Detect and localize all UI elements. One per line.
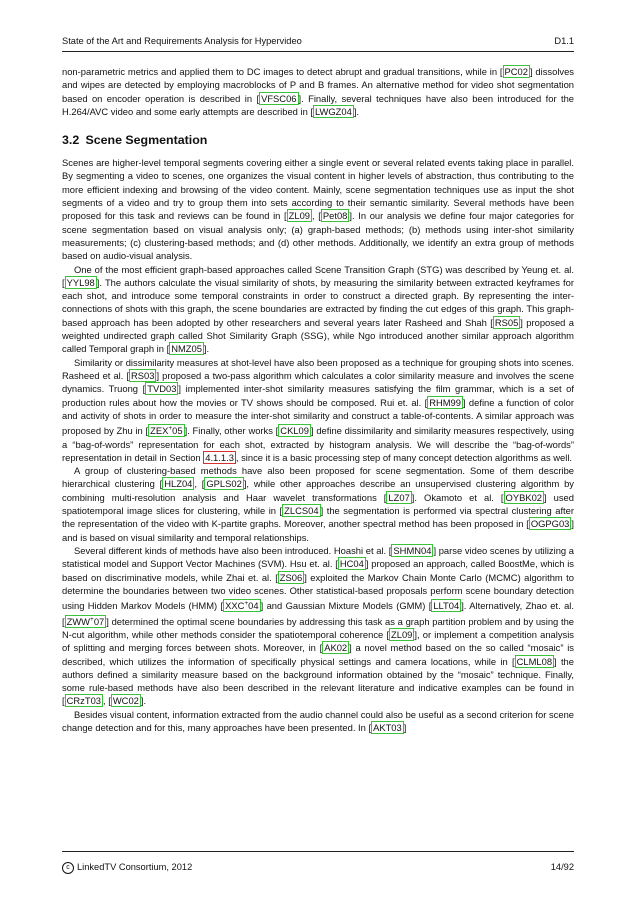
section-number: 3.2	[62, 133, 80, 148]
citation-link[interactable]: LLT04	[433, 600, 460, 612]
header-document-title: State of the Art and Requirements Analysis for Hypervideo	[62, 36, 302, 46]
citation-link[interactable]: HLZ04	[164, 478, 193, 490]
citation-link[interactable]: RS05	[494, 316, 519, 328]
citation-link[interactable]: SHMN04	[393, 544, 432, 556]
citation-link[interactable]: WC02	[112, 695, 139, 707]
citation-link[interactable]: ZL09	[288, 210, 311, 222]
citation-link[interactable]: XXC+04	[225, 600, 259, 612]
citation-link[interactable]: OGPG03	[530, 518, 570, 530]
paragraph-intro: non-parametric metrics and applied them to DC images to detect abrupt and gradual transitions, while in [ PC02 ] dissolves and wipes are detected by employing macroblocks of P and B frames. An alternative method for video shot segmentation based on encoder operation is described in [ VFSC06 ]. Finally, several techniques have also been introduced for the H.264/AVC video and some early attempts are described in [ LWGZ04 ].	[62, 66, 574, 117]
section-title: Scene Segmentation	[85, 133, 208, 148]
citation-link[interactable]: ZLCS04	[284, 505, 319, 517]
citation-link[interactable]: ZS06	[279, 571, 303, 583]
citation-link[interactable]: Pet08	[322, 210, 348, 222]
citation-link[interactable]: CLML08	[516, 655, 553, 667]
citation-link[interactable]: ZWW+07	[66, 615, 105, 627]
section-heading	[62, 132, 574, 148]
section-reference-link[interactable]: 4.1.1.3	[205, 451, 234, 463]
citation-link[interactable]: LZ07	[388, 491, 410, 503]
citation-link[interactable]: CRzT03	[66, 695, 101, 707]
paragraph-similarity: Similarity or dissimilarity measures at shot-level have also been proposed as a technique for grouping shots into scenes. Rasheed et al. [ RS03 ] proposed a two-pass algorithm which calculates a color similarity measure and involves the scene dynamics. Truong [ TVD03 ] implemented inter-shot similarity measures satisfying the film grammar, which is a set of production rules about how the movies or TV shows should be composed. Rui et. al. [ RHM99 ] define a function of color and activity of shots in order to measure the inter-shot similarity and construct a table-of-contents. A similar approach was proposed by Zhu in [ ZEX+05 ]. Finally, other works [ CKL09 ] define dissimilarity and similarity measures respectively, using a “bag-of-words” representation for each shot, extracted by histogram analysis. We will describe the “bag-of-words” representation in detail in Section 4.1.1.3 , since it is a basic processing step of many concept detection algorithms as well.	[62, 356, 575, 463]
citation-link[interactable]: NMZ05	[171, 343, 202, 355]
citation-link[interactable]: HC04	[339, 558, 364, 570]
citation-link[interactable]: LWGZ04	[315, 105, 352, 117]
paragraph-graph-based: One of the most efficient graph-based approaches called Scene Transition Graph (STG) was described by Yeung et. al. [ YYL98 ]. The authors calculate the visual similarity of shots, by measuring the similarity between extracted keyframes for each shot, and introduce some temporal constraints in order to construct a directed graph. By representing the inter-connections of shots with this graph, the scene boundaries are extracted by finding the cut edges of this graph. This graph-based approach has been adopted by other researchers and several years later Rasheed and Shah [ RS05 ] proposed a weighted undirected graph called Shot Similarity Graph (SSG), while Ngo introduced another similar approach algorithm called Temporal graph in [ NMZ05 ].	[62, 263, 574, 355]
paragraph-other-methods: Several different kinds of methods have also been introduced. Hoashi et al. [ SHMN04 ] parse video scenes by utilizing a statistical model and Support Vector Machines (SVM). Hsu et. al. [ HC04 ] proposed an approach, called BoostMe, which is based on discriminative models, while Zhai et. al. [ ZS06 ] exploited the Markov Chain Monte Carlo (MCMC) algorithm to determine the boundaries between two video scenes. Other statistical-based proposals perform scene boundary detection using Hidden Markov Models (HMM) [ XXC+04 ] and Gaussian Mixture Models (GMM) [ LLT04 ]. Alternatively, Zhao et. al. [ ZWW+07 ] determined the optimal scene boundaries by addressing this task as a graph partition problem and by using the N-cut algorithm, while other methods consider the spatiotemporal coherence [ ZL09 ], or implement a competition analysis of splitting and merging forces between shots. Moreover, in [ AK02 ] a novel method based on the so called “mosaic” is described, which utilizes the information of specifically physical settings and camera locations, while in [ CLML08 ] the authors defined a similarity measure based on the background information obtained by the “mosaic” technique. Finally, some rule-based methods have also been described in the relevant literature and indicative examples can be found in [ CRzT03 , [ WC02 ].	[62, 544, 574, 707]
page-header	[62, 34, 574, 48]
header-deliverable-id: D1.1	[554, 36, 574, 46]
citation-link[interactable]: YYL98	[66, 276, 95, 288]
citation-link[interactable]: GPLS02	[206, 478, 242, 490]
header-rule	[62, 51, 574, 52]
copyright-icon: c	[62, 862, 74, 874]
citation-link[interactable]: RS03	[131, 369, 155, 381]
citation-link[interactable]: AK02	[324, 642, 348, 654]
citation-link[interactable]: CKL09	[280, 425, 309, 437]
citation-link[interactable]: ZEX+05	[150, 425, 183, 437]
citation-link[interactable]: AKT03	[373, 722, 402, 734]
page-body	[62, 65, 574, 734]
footer-consortium: LinkedTV Consortium, 2012	[77, 862, 193, 872]
footer-page-number: 14/92	[550, 862, 574, 872]
citation-link[interactable]: PC02	[504, 66, 528, 77]
citation-link[interactable]: TVD03	[147, 383, 177, 395]
footer-copyright	[62, 860, 192, 874]
paragraph-scenes: Scenes are higher-level temporal segments covering either a single event or several related events taking place in parallel. By segmenting a video to scenes, one organizes the visual content in higher levels of abstraction, thus contributing to the more efficient indexing and browsing of the video content. Mainly, scene segmentation techniques use as input the shot segments of a video and try to group them into sets according to their semantic similarity. Several methods have been proposed for this task and reviews can be found in [ ZL09 , [ Pet08 ]. In our analysis we define four major categories for scene segmentation based on visual analysis only; (a) graph-based methods; (b) methods using inter-shot similarity measurements; (c) clustering-based methods; and (d) other methods. Additionally, we identify an extra group of methods based on audio-visual analysis.	[62, 157, 574, 262]
page-footer	[62, 860, 574, 874]
citation-link[interactable]: RHM99	[429, 396, 461, 408]
citation-link[interactable]: OYBK02	[505, 491, 543, 503]
paragraph-audio: Besides visual content, information extracted from the audio channel could also be useful as a second criterion for scene change detection and for this, many approaches have been presented. In [ AKT03 ]	[62, 708, 574, 734]
footer-rule	[62, 851, 574, 852]
paragraph-clustering: A group of clustering-based methods have also been proposed for scene segmentation. Some of them describe hierarchical clustering [ HLZ04 , [ GPLS02 ], while other approaches describe an unsupervised clustering algorithm by combining multi-resolution analysis and Haar wavelet transformations [ LZ07 ]. Okamoto et al. [ OYBK02 ] used spatiotemporal image slices for clustering, while in [ ZLCS04 ] the segmentation is performed via spectral clustering after the representation of the video with K-partite graphs. Moreover, another spectral method has been proposed in [ OGPG03 ] and is based on visual similarity and temporal relationships.	[62, 465, 574, 543]
citation-link[interactable]: VFSC06	[261, 92, 297, 104]
citation-link[interactable]: ZL09	[391, 628, 413, 640]
